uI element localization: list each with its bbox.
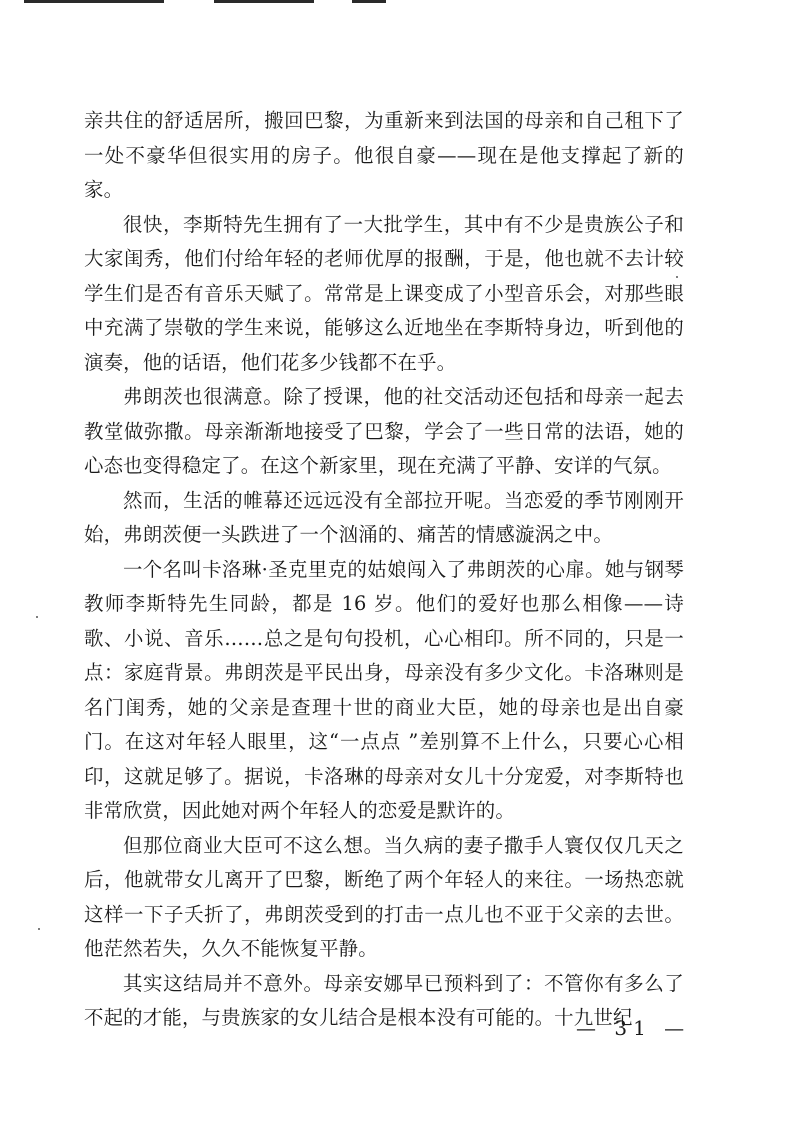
paragraph-3: 弗朗茨也很满意。除了授课，他的社交活动还包括和母亲一起去教堂做弥撒。母亲渐渐地接受了巴黎，学会了一些日常的法语，她的心态也变得稳定了。在这个新家里，现在充满了平静、安详的气氛。 xyxy=(84,385,684,477)
paragraph-5: 一个名叫卡洛琳·圣克里克的姑娘闯入了弗朗茨的心扉。她与钢琴教师李斯特先生同龄，都是 16 岁。他们的爱好也那么相像——诗歌、小说、音乐……总之是句句投机，心心相印。所不同的，只是一点：家庭背景。弗朗茨是平民出身，母亲没有多少文化。卡洛琳则是名门闺秀，她的父亲是查理十世的商业大臣，她的母亲也是出自豪门。在这对年轻人眼里，这“一点点 ”差别算不上什么，只要心心相印，这就足够了。据说，卡洛琳的母亲对女儿十分宠爱，对李斯特也非常欣赏，因此她对两个年轻人的恋爱是默许的。 xyxy=(84,557,684,822)
paragraph-1: 亲共住的舒适居所，搬回巴黎，为重新来到法国的母亲和自己租下了一处不豪华但很实用的房子。他很自豪——现在是他支撑起了新的家。 xyxy=(84,109,684,201)
page-body xyxy=(84,104,684,1036)
page-number: — 31 — xyxy=(576,1016,691,1040)
top-edge-rule xyxy=(24,0,164,3)
scan-speck xyxy=(38,928,40,930)
scan-speck xyxy=(36,616,38,618)
paragraph-7: 其实这结局并不意外。母亲安娜早已预料到了：不管你有多么了不起的才能，与贵族家的女儿结合是根本没有可能的。十九世纪 xyxy=(84,971,684,1029)
paragraph-4: 然而，生活的帷幕还远远没有全部拉开呢。当恋爱的季节刚刚开始，弗朗茨便一头跌进了一个汹涌的、痛苦的情感漩涡之中。 xyxy=(84,488,684,546)
scan-speck xyxy=(676,276,678,278)
paragraph-2: 很快，李斯特先生拥有了一大批学生，其中有不少是贵族公子和大家闺秀，他们付给年轻的老师优厚的报酬，于是，他也就不去计较学生们是否有音乐天赋了。常常是上课变成了小型音乐会，对那些眼中充满了崇敬的学生来说，能够这么近地坐在李斯特身边，听到他的演奏，他的话语，他们花多少钱都不在乎。 xyxy=(84,212,684,374)
top-edge-rule xyxy=(352,0,386,3)
top-edge-rule xyxy=(214,0,314,3)
paragraph-6: 但那位商业大臣可不这么想。当久病的妻子撒手人寰仅仅几天之后，他就带女儿离开了巴黎，断绝了两个年轻人的来往。一场热恋就这样一下子夭折了，弗朗茨受到的打击一点儿也不亚于父亲的去世。他茫然若失，久久不能恢复平静。 xyxy=(84,833,684,960)
